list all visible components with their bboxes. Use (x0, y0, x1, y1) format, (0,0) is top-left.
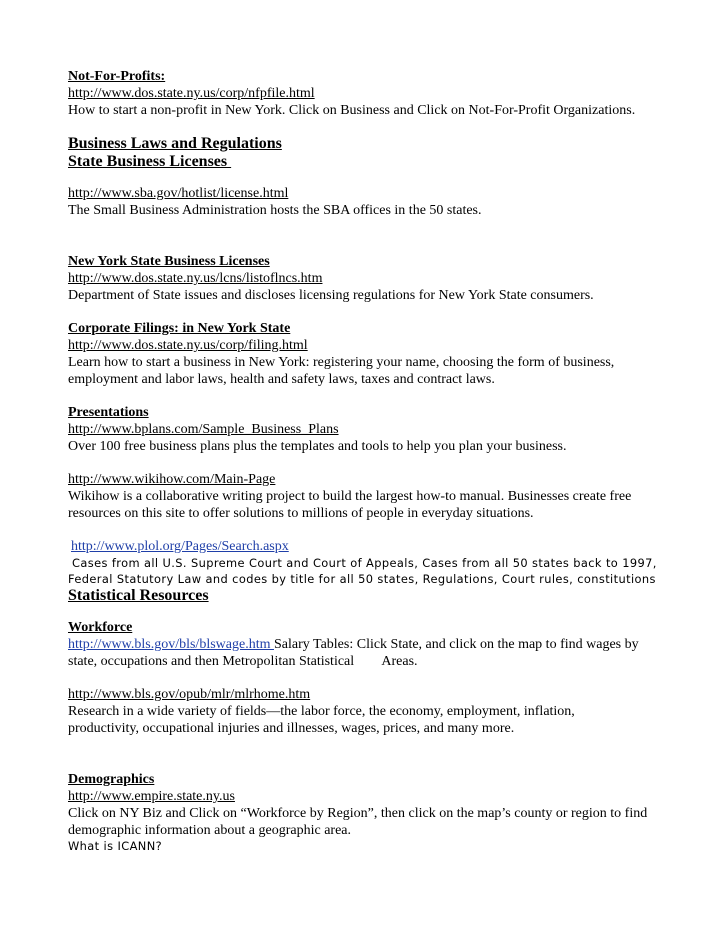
section-corporate-filings (68, 320, 668, 388)
url-link[interactable]: http://www.dos.state.ny.us/corp/filing.html (68, 338, 308, 353)
description-line: resources on this site to offer solutions to millions of people in everyday situations. (68, 506, 534, 521)
url-link[interactable]: http://www.dos.state.ny.us/corp/nfpfile.html (68, 86, 315, 101)
description-line: employment and labor laws, health and safety laws, taxes and contract laws. (68, 372, 495, 387)
url-link[interactable]: http://www.sba.gov/hotlist/license.html (68, 186, 289, 201)
description-line: demographic information about a geographic area. (68, 823, 351, 838)
workforce-line (68, 636, 668, 653)
url-link[interactable]: http://www.dos.state.ny.us/lcns/listoflncs.htm (68, 271, 323, 286)
document-page (68, 68, 668, 853)
footer-question: What is ICANN? (68, 839, 163, 853)
section-subtitle: State Business Licenses (68, 153, 232, 170)
description-line: Research in a wide variety of fields—the labor force, the economy, employment, inflation, (68, 704, 575, 719)
description-line: state, occupations and then Metropolitan Statistical Areas. (68, 654, 418, 669)
url-link[interactable]: http://www.bls.gov/bls/blswage.htm (68, 637, 274, 652)
description-line: Federal Statutory Law and codes by title for all 50 states, Regulations, Court rules, constitutions (68, 572, 656, 586)
section-workforce (68, 619, 668, 670)
section-heading: New York State Business Licenses (68, 254, 270, 269)
section-heading: Corporate Filings: in New York State (68, 321, 291, 336)
url-link[interactable]: http://www.wikihow.com/Main-Page (68, 472, 276, 487)
description-line: Wikihow is a collaborative writing project to build the largest how-to manual. Businesses create free (68, 489, 632, 504)
section-ny-licenses (68, 253, 668, 304)
section-business-laws (68, 135, 668, 219)
description-line: Learn how to start a business in New York: registering your name, choosing the form of business, (68, 355, 615, 370)
section-plol (68, 538, 668, 587)
section-heading: Demographics (68, 772, 155, 787)
section-title: Statistical Resources (68, 587, 209, 604)
description-line: productivity, occupational injuries and illnesses, wages, prices, and many more. (68, 721, 515, 736)
description-line: Salary Tables: Click State, and click on the map to find wages by (273, 637, 639, 652)
section-presentations (68, 404, 668, 455)
description-line: Click on NY Biz and Click on “Workforce by Region”, then click on the map’s county or region to find (68, 806, 648, 821)
section-title: Business Laws and Regulations (68, 135, 282, 152)
section-statistical (68, 587, 668, 605)
section-heading: Not-For-Profits: (68, 69, 166, 84)
url-link[interactable]: http://www.bls.gov/opub/mlr/mlrhome.htm (68, 687, 311, 702)
section-not-for-profits (68, 68, 668, 119)
description-line: Cases from all U.S. Supreme Court and Court of Appeals, Cases from all 50 states back to 1997, (68, 556, 657, 570)
section-wikihow (68, 471, 668, 522)
url-link[interactable]: http://www.bplans.com/Sample_Business_Plans (68, 422, 339, 437)
description: Department of State issues and discloses licensing regulations for New York State consumers. (68, 288, 594, 303)
description: The Small Business Administration hosts the SBA offices in the 50 states. (68, 203, 482, 218)
section-bls-research (68, 686, 668, 737)
url-link[interactable]: http://www.empire.state.ny.us (68, 789, 235, 804)
url-link[interactable]: http://www.plol.org/Pages/Search.aspx (71, 539, 289, 554)
description: Over 100 free business plans plus the templates and tools to help you plan your business. (68, 439, 567, 454)
section-heading: Presentations (68, 405, 149, 420)
section-heading: Workforce (68, 620, 133, 635)
description: How to start a non-profit in New York. Click on Business and Click on Not-For-Profit Organizations. (68, 103, 636, 118)
section-demographics (68, 771, 668, 853)
